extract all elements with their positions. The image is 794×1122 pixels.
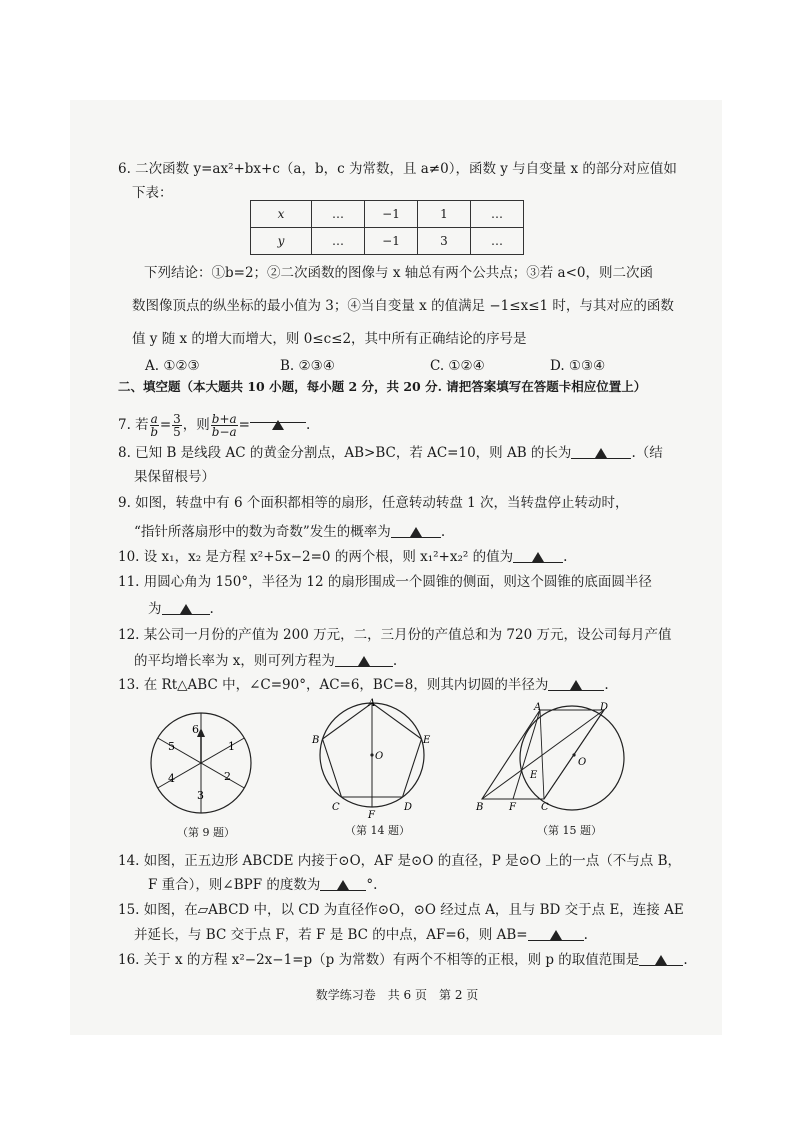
table-cell: … [312,228,365,255]
table-cell: y [251,228,312,255]
line-af [513,710,540,799]
answer-blank [320,876,366,891]
q6-option-d: D. ①③④ [550,358,606,374]
triangle-icon [358,656,370,666]
triangle-icon [655,955,667,965]
table-row [251,228,524,255]
q13-text: 13. 在 Rt△ABC 中，∠C=90°，AC=6，BC=8，则其内切圆的半径为 [118,677,549,693]
value-table [250,200,524,255]
point-label: F [368,810,375,818]
frac-numerator: 3 [173,412,181,426]
table-cell: −1 [365,201,418,228]
triangle-icon [180,604,192,614]
q11-end: . [209,601,214,617]
q14-line1: 14. 如图，正五边形 ABCDE 内接于⊙O，AF 是⊙O 的直径，P 是⊙O 上的一点（不与点 B， [118,853,681,869]
q13-line [118,676,609,694]
table-cell: … [471,201,524,228]
q11-line1: 11. 用圆心角为 150°，半径为 12 的扇形围成一个圆锥的侧面，则这个圆锥的底面圆半径 [118,574,652,590]
table-cell: 3 [418,228,471,255]
point-label: B [312,735,320,746]
q6-option-a: A. ①②③ [145,358,200,374]
sector-label: 5 [168,740,175,753]
fraction-expression [211,413,238,438]
triangle-icon [595,448,607,458]
frac-denominator: b−a [211,425,237,439]
fig9-caption: （第 9 题） [177,826,235,839]
sector-label: 1 [228,740,235,753]
q7-end: . [305,417,311,433]
fig14-caption: （第 14 题） [345,824,410,837]
q10-end: . [563,549,568,565]
q6-line5: 值 y 随 x 的增大而增大，则 0≤c≤2，其中所有正确结论的序号是 [132,331,527,347]
triangle-icon [410,527,422,537]
table-row [251,201,524,228]
answer-blank [250,408,306,423]
q12-text: 的平均增长率为 x，则可列方程为 [134,653,335,669]
fig15-caption: （第 15 题） [537,824,602,837]
q15-text: 并延长，与 BC 交于点 F，若 F 是 BC 的中点，AF=6，则 AB= [134,927,528,943]
q6-line2: 下表： [132,185,173,201]
q12-end: . [392,653,398,669]
point-label: A [368,698,376,709]
sector-label: 4 [168,772,175,785]
q7-equals: = [159,417,172,433]
q13-end: . [604,677,609,693]
point-label: O [578,757,587,768]
point-label: C [541,802,549,813]
triangle-icon [272,420,284,430]
q6-line1: 6. 二次函数 y=ax²+bx+c（a，b，c 为常数，且 a≠0），函数 y 与自变量 x 的部分对应值如 [118,161,677,177]
point-label: E [530,770,538,781]
q15-line1: 15. 如图，在▱ABCD 中，以 CD 为直径作⊙O，⊙O 经过点 A，且与 BD 交于点 E，连接 AE [118,902,684,918]
point-label: A [534,702,542,713]
q9-text: “指针所落扇形中的数为奇数”发生的概率为 [134,524,391,540]
triangle-icon [570,680,582,690]
table-cell: … [471,228,524,255]
q10-line [118,548,567,566]
q8-line2: 果保留根号） [134,469,215,485]
q11-text: 为 [148,601,162,617]
point-label: B [476,802,484,813]
q15-line2 [134,926,588,944]
point-label: O [375,751,384,762]
section-heading: 二、填空题（本大题共 10 小题，每小题 2 分，共 20 分. 请把答案填写在答题卡相应位置上） [118,379,647,394]
q8-line1 [118,444,663,462]
q7-prefix: 7. 若 [118,417,149,433]
point-label: F [509,802,516,813]
q7-then: ，则 [182,417,210,433]
q10-text: 10. 设 x₁，x₂ 是方程 x²+5x−2=0 的两个根，则 x₁²+x₂² 的值为 [118,549,514,565]
answer-blank [528,926,584,941]
spinner-figure [144,710,264,820]
point-label: D [600,702,609,713]
q6-line3: 下列结论：①b=2；②二次函数的图像与 x 轴总有两个公共点；③若 a<0，则二次函 [144,265,653,281]
point-label: C [332,802,340,813]
q14-end: °. [366,877,378,893]
triangle-icon [337,880,349,890]
center-point [572,753,575,756]
table-cell: 1 [418,201,471,228]
frac-denominator: 5 [173,425,181,439]
q6-option-b: B. ②③④ [280,358,335,374]
q7-line [118,408,310,442]
triangle-icon [550,930,562,940]
answer-blank [335,652,393,667]
fraction-3-over-5 [172,413,182,438]
page-footer: 数学练习卷 共 6 页 第 2 页 [315,988,479,1002]
q7-equals2: = [238,417,250,433]
table-cell: … [312,201,365,228]
q6-line4: 数图像顶点的纵坐标的最小值为 3；④当自变量 x 的值满足 −1≤x≤1 时，与其对应的函数 [132,298,674,314]
point-label: E [423,735,431,746]
q16-line [118,951,688,969]
sector-label: 3 [197,789,204,802]
frac-numerator: b+a [211,412,237,426]
pentagon-figure [308,698,438,818]
answer-blank [162,600,210,615]
q8-text: 8. 已知 B 是线段 AC 的黄金分割点，AB>BC，若 AC=10，则 AB 的长为 [118,445,572,461]
q12-line1: 12. 某公司一月份的产值为 200 万元，二，三月份的产值总和为 720 万元，设公司每月产值 [118,627,672,643]
fraction-a-over-b [150,413,159,438]
q9-line2 [134,523,445,541]
answer-blank [391,523,441,538]
table-cell: x [251,201,312,228]
q9-line1: 9. 如图，转盘中有 6 个面积都相等的扇形，任意转动转盘 1 次，当转盘停止转动时， [118,495,629,511]
q6-option-c: C. ①②④ [430,358,485,374]
answer-blank [548,676,604,691]
q14-line2 [148,876,377,894]
q8-text-tail: .（结 [631,445,663,461]
frac-numerator: a [150,412,158,426]
q14-text: F 重合），则∠BPF 的度数为 [148,877,321,893]
sector-label: 2 [224,770,231,783]
q12-line2 [134,652,397,670]
parallelogram-figure [470,698,640,818]
sector-label: 6 [192,723,199,736]
center-point [370,753,373,756]
answer-blank [639,951,683,966]
point-label: D [404,802,413,813]
q15-end: . [583,927,588,943]
q9-end: . [440,524,446,540]
q16-end: . [683,952,688,968]
q11-line2 [148,600,214,618]
table-cell: −1 [365,228,418,255]
triangle-icon [532,552,544,562]
answer-blank [513,548,563,563]
frac-denominator: b [150,425,159,439]
q16-text: 16. 关于 x 的方程 x²−2x−1=p（p 为常数）有两个不相等的正根，则 p 的取值范围是 [118,952,640,968]
answer-blank [571,444,631,459]
